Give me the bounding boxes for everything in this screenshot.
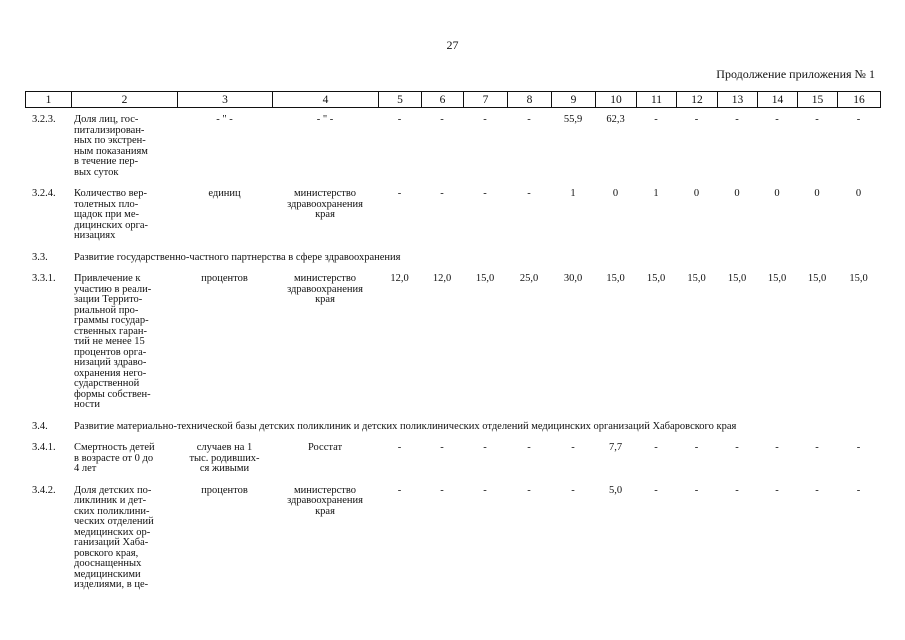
year-value: -	[815, 484, 819, 496]
header-row	[26, 92, 881, 108]
row-number: 3.4.2.	[32, 484, 56, 496]
page-number: 27	[446, 38, 459, 52]
indicator-name: Доля детских по- ликлиник и дет- ских поликлини- ческих отделений медицинских ор- ганизаций Хаба- ровского края, дооснащенных медицинскими изделиями, в це-	[74, 484, 154, 590]
indicator-row	[25, 184, 880, 248]
section-row	[25, 248, 880, 270]
unit-of-measure: процентов	[201, 273, 248, 284]
section-number: 3.4.	[32, 420, 48, 432]
year-value: -	[775, 114, 779, 125]
data-source: министерство здравоохранения края	[287, 188, 363, 220]
year-value: -	[775, 442, 779, 453]
year-value: -	[527, 484, 531, 496]
year-value: -	[483, 442, 487, 453]
year-value: 55,9	[563, 114, 583, 125]
year-value: -	[735, 484, 739, 496]
year-value: -	[483, 114, 487, 125]
section-row	[25, 417, 880, 439]
section-title: Развитие материально-технической базы детских поликлиник и детских поликлинических отделений медицинских организаций Хабаровского края	[74, 420, 737, 432]
row-number: 3.4.1.	[32, 442, 56, 453]
header-cell: 13	[718, 92, 758, 108]
year-value: -	[694, 442, 699, 453]
data-source: министерство здравоохранения края	[287, 484, 363, 517]
header-cell: 7	[464, 92, 508, 108]
indicator-row	[25, 269, 880, 417]
year-value: -	[856, 114, 861, 125]
unit-of-measure: - " -	[216, 114, 233, 125]
year-value: -	[440, 188, 444, 199]
data-source: - " -	[316, 114, 334, 125]
year-value: -	[856, 442, 861, 453]
year-value: 7,7	[608, 442, 623, 453]
unit-of-measure: единиц	[208, 188, 241, 199]
header-cell: 3	[178, 92, 273, 108]
header-cell: 1	[26, 92, 72, 108]
year-value: -	[815, 114, 819, 125]
year-value: 15,0	[687, 273, 706, 284]
year-value: 15,0	[807, 273, 827, 284]
unit-of-measure: процентов	[201, 484, 248, 496]
year-value: -	[527, 188, 531, 199]
unit-of-measure: случаев на 1 тыс. родивших- ся живыми	[189, 442, 260, 474]
header-cell: 2	[72, 92, 178, 108]
year-value: -	[571, 484, 575, 496]
year-value: -	[483, 484, 487, 496]
data-source: Росстат	[307, 442, 343, 453]
header-cell: 9	[552, 92, 596, 108]
year-value: -	[735, 114, 739, 125]
year-value: 15,0	[727, 273, 747, 284]
year-value: 0	[774, 188, 780, 199]
year-value: 0	[814, 188, 820, 199]
section-number: 3.3.	[32, 251, 48, 263]
year-value: -	[483, 188, 487, 199]
data-source: министерство здравоохранения края	[287, 273, 363, 305]
indicator-row	[25, 438, 880, 481]
header-cell: 5	[379, 92, 422, 108]
year-value: 12,0	[432, 273, 452, 284]
year-value: -	[775, 484, 779, 496]
header-cell: 16	[838, 92, 881, 108]
year-value: 5,0	[608, 484, 623, 496]
header-cell: 15	[798, 92, 838, 108]
year-value: 15,0	[475, 273, 495, 284]
indicator-name: Доля лиц, гос- питализирован- ных по экстрен- ным показаниям в течение пер- вых суток	[74, 114, 148, 178]
indicator-row	[25, 110, 880, 184]
column-number-header	[25, 91, 881, 108]
year-value: 15,0	[606, 273, 625, 284]
year-value: 12,0	[390, 273, 409, 284]
year-value: -	[694, 114, 699, 125]
year-value: 15,0	[767, 273, 787, 284]
year-value: -	[654, 442, 658, 453]
year-value: -	[397, 442, 402, 453]
year-value: 1	[570, 188, 576, 199]
year-value: -	[440, 484, 444, 496]
section-title: Развитие государственно-частного партнерства в сфере здравоохранения	[74, 251, 401, 263]
year-value: -	[440, 114, 444, 125]
year-value: -	[694, 484, 699, 496]
year-value: 0	[855, 188, 862, 199]
header-cell: 4	[273, 92, 379, 108]
row-number: 3.2.3.	[32, 114, 56, 125]
header-cell: 14	[758, 92, 798, 108]
year-value: 0	[693, 188, 700, 199]
year-value: 15,0	[646, 273, 666, 284]
year-value: -	[397, 114, 402, 125]
year-value: -	[654, 114, 658, 125]
year-value: 30,0	[563, 273, 583, 284]
year-value: 0	[734, 188, 740, 199]
year-value: 1	[653, 188, 659, 199]
header-cell: 10	[596, 92, 637, 108]
indicator-row	[25, 481, 880, 597]
row-number: 3.3.1.	[32, 273, 56, 284]
appendix-continuation-title: Продолжение приложения № 1	[716, 67, 875, 81]
header-cell: 11	[637, 92, 677, 108]
year-value: 15,0	[849, 273, 868, 284]
indicator-name: Смертность детей в возрасте от 0 до 4 лет	[74, 442, 155, 474]
year-value: -	[527, 114, 531, 125]
indicators-table	[25, 110, 880, 597]
year-value: -	[856, 484, 861, 496]
indicator-name: Количество вер- толетных пло- щадок при ме- дицинских орга- низациях	[74, 188, 149, 241]
year-value: -	[397, 484, 402, 496]
header-cell: 12	[677, 92, 718, 108]
indicator-name: Привлечение к участию в реали- зации Террито- риальной про- граммы государ- ственных гаран- тий не менее 15 процентов орга- низаций здраво- охранения него- сударственной формы собствен- ности	[74, 273, 152, 410]
header-cell: 8	[508, 92, 552, 108]
year-value: 0	[612, 188, 619, 199]
year-value: -	[527, 442, 531, 453]
header-cell: 6	[422, 92, 464, 108]
year-value: 25,0	[519, 273, 539, 284]
year-value: 62,3	[606, 114, 625, 125]
year-value: -	[654, 484, 658, 496]
row-number: 3.2.4.	[32, 188, 56, 199]
year-value: -	[440, 442, 444, 453]
year-value: -	[735, 442, 739, 453]
year-value: -	[815, 442, 819, 453]
year-value: -	[397, 188, 402, 199]
year-value: -	[571, 442, 575, 453]
